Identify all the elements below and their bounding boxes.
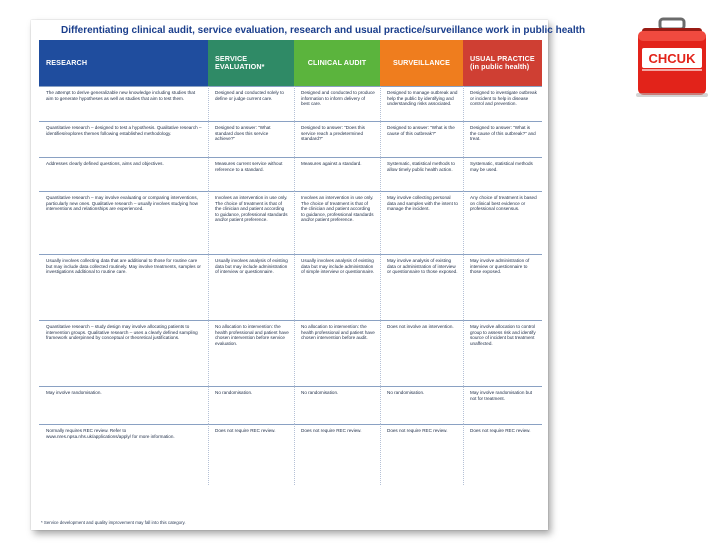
table-cell-surveillance: Does not involve an intervention. (380, 320, 463, 386)
table-cell-research: Addresses clearly defined questions, aims and objectives. (39, 157, 208, 191)
table-cell-service-evaluation: Usually involves analysis of existing data but may include administration of interview or questionnaire. (208, 254, 294, 320)
table-cell-surveillance: Designed to answer: "What is the cause of this outbreak?" (380, 121, 463, 157)
table-cell-research: May involve randomisation. (39, 386, 208, 424)
table-cell-research: Usually involves collecting data that are additional to those for routine care but may include data collected routinely. May involve treatments, samples or investigations additional to routine care. (39, 254, 208, 320)
table-cell-service-evaluation: Measures current service without reference to a standard. (208, 157, 294, 191)
table-cell-service-evaluation: No randomisation. (208, 386, 294, 424)
table-cell-clinical-audit: No allocation to intervention: the health professional and patient have chosen intervention before audit. (294, 320, 380, 386)
header-research: RESEARCH (39, 40, 208, 86)
header-clinical-audit: CLINICAL AUDIT (294, 40, 380, 86)
document-title: Differentiating clinical audit, service evaluation, research and usual practice/surveillance work in public health (61, 25, 586, 36)
table-cell-research: Quantitative research – study design may involve allocating patients to intervention groups. Qualitative research – uses a clearly defined sampling framework underpinned by conceptual or theoretical justifications. (39, 320, 208, 386)
table-cell-clinical-audit: Usually involves analysis of existing data but may include administration of simple interview or questionnaire. (294, 254, 380, 320)
table-cell-usual-practice: May involve administration of interview or questionnaire to those exposed. (463, 254, 542, 320)
table-cell-service-evaluation: Does not require REC review. (208, 424, 294, 485)
table-cell-surveillance: May involve collecting personal data and samples with the intent to manage the incident. (380, 191, 463, 254)
comparison-table (39, 40, 542, 520)
header-usual-practice-title: USUAL PRACTICE (470, 53, 535, 63)
table-cell-usual-practice: May involve randomisation but not for treatment. (463, 386, 542, 424)
table-cell-clinical-audit: Designed to answer: "Does this service reach a predetermined standard?" (294, 121, 380, 157)
table-cell-clinical-audit: Does not require REC review. (294, 424, 380, 485)
table-cell-clinical-audit: No randomisation. (294, 386, 380, 424)
table-cell-research: Quantitative research – may involve evaluating or comparing interventions, particularly new ones. Qualitative research – usually involves studying how interventions and relationships are experienced. (39, 191, 208, 254)
table-cell-usual-practice: Designed to investigate outbreak or incident to help in disease control and prevention. (463, 86, 542, 121)
table-cell-usual-practice: Designed to answer: "What is the cause of this outbreak?" and treat. (463, 121, 542, 157)
table-cell-clinical-audit: Involves an intervention in use only. The choice of treatment is that of the clinician and patient according to guidance, professional standards and/or patient preference. (294, 191, 380, 254)
header-usual-practice (463, 40, 542, 86)
footnote: * Service development and quality improvement may fall into this category. (41, 520, 186, 525)
table-cell-usual-practice: Any choice of treatment is based on clinical best evidence or professional consensus. (463, 191, 542, 254)
table-cell-research: Normally requires REC review. Refer to www.nres.npsa.nhs.uk/applications/apply/ for more information. (39, 424, 208, 485)
table-cell-surveillance: Systematic, statistical methods to allow timely public health action. (380, 157, 463, 191)
table-cell-service-evaluation: Designed and conducted solely to define or judge current care. (208, 86, 294, 121)
table-cell-service-evaluation: No allocation to intervention: the health professional and patient have chosen intervention before service evaluation. (208, 320, 294, 386)
table-cell-surveillance: Designed to manage outbreak and help the public by identifying and understanding risks associated. (380, 86, 463, 121)
header-service-evaluation: SERVICE EVALUATION* (208, 40, 294, 86)
table-cell-service-evaluation: Involves an intervention in use only. The choice of treatment is that of the clinician and patient according to guidance, professional standards and/or patient preference. (208, 191, 294, 254)
table-cell-surveillance: Does not require REC review. (380, 424, 463, 485)
table-cell-research: Quantitative research – designed to test a hypothesis. Qualitative research – identifies/explores themes following established methodology. (39, 121, 208, 157)
table-cell-clinical-audit: Measures against a standard. (294, 157, 380, 191)
header-surveillance: SURVEILLANCE (380, 40, 463, 86)
table-cell-surveillance: May involve analysis of existing data or administration of interview or questionnaire to those exposed. (380, 254, 463, 320)
table-cell-research: The attempt to derive generalizable new knowledge including studies that aim to generate hypotheses as well as studies that aim to test them. (39, 86, 208, 121)
table-cell-service-evaluation: Designed to answer: "What standard does this service achieve?" (208, 121, 294, 157)
chcuk-logo-icon (632, 17, 712, 101)
table-cell-usual-practice: May involve allocation to control group to assess risk and identify source of incident but treatment unaffected. (463, 320, 542, 386)
table-cell-surveillance: No randomisation. (380, 386, 463, 424)
table-cell-usual-practice: Systematic, statistical methods may be used. (463, 157, 542, 191)
logo-text: CHCUK (648, 51, 696, 66)
header-usual-practice-subtitle: (in public health) (470, 62, 530, 71)
table-cell-clinical-audit: Designed and conducted to produce information to inform delivery of best care. (294, 86, 380, 121)
document-page (31, 20, 586, 530)
table-cell-usual-practice: Does not require REC review. (463, 424, 542, 485)
